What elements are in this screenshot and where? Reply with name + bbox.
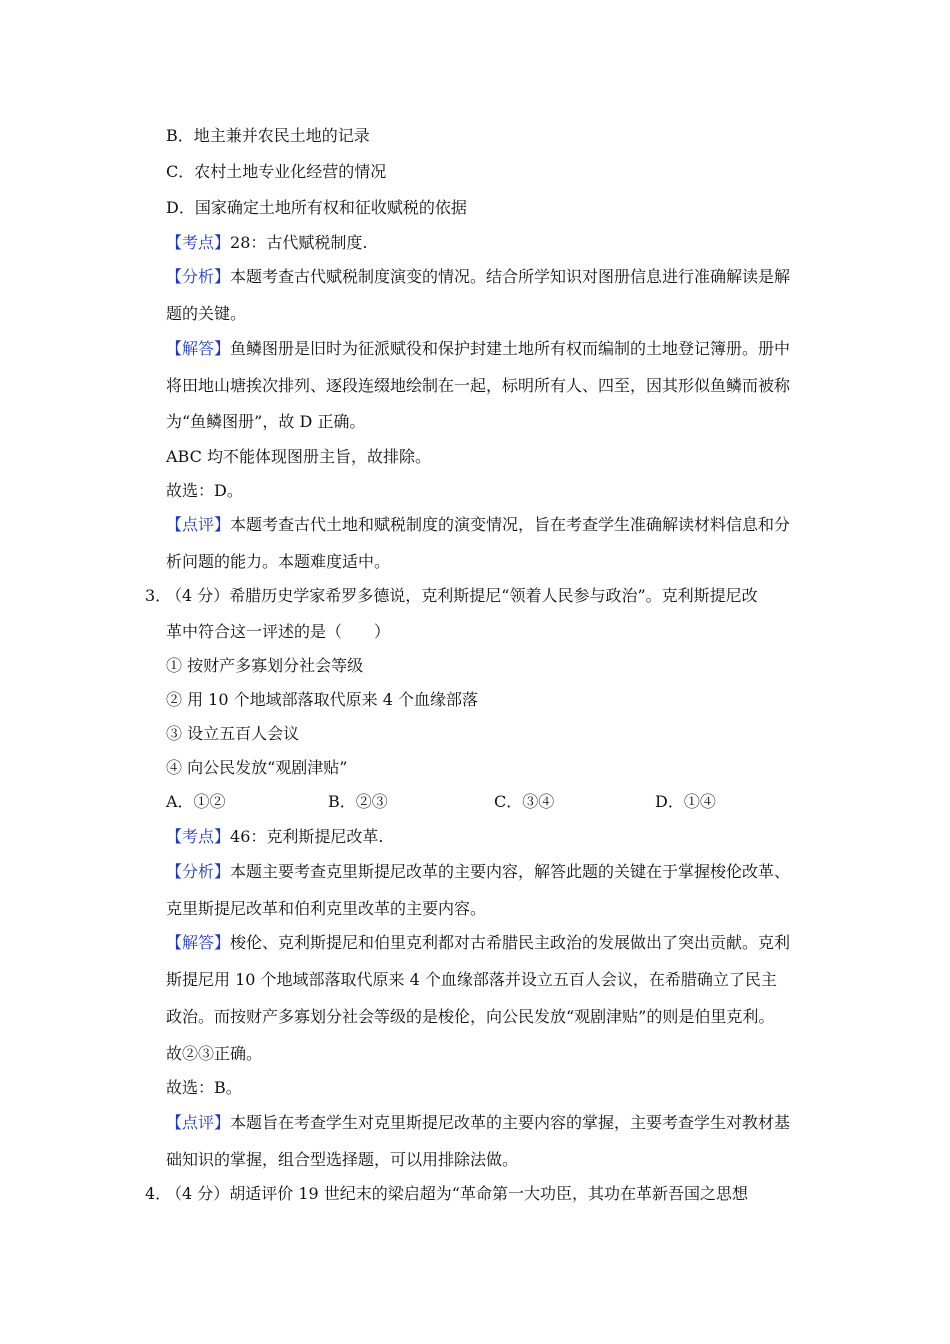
- q2-jieda-line3: 为“鱼鳞图册”，故 D 正确。: [166, 412, 366, 431]
- q3-dianping-line1: [166, 1112, 816, 1134]
- jieda-tag: 【解答】: [166, 933, 231, 952]
- q2-jieda-line1: [166, 338, 816, 360]
- q2-jieda-line2: 将田地山塘挨次排列、逐段连缀地绘制在一起，标明所有人、四至，因其形似鱼鳞而被称: [166, 376, 791, 395]
- q2-option-c: C．农村土地专业化经营的情况: [166, 162, 387, 181]
- q2-jieda-line5: 故选：D。: [166, 481, 243, 500]
- q3-jieda-line5: 故选：B。: [166, 1078, 242, 1097]
- q4-number: 4．: [145, 1184, 172, 1203]
- q3-fenxi-line2: 克里斯提尼改革和伯利克里改革的主要内容。: [166, 899, 487, 918]
- dianping-tag: 【点评】: [166, 1113, 231, 1132]
- kaodian-tag: 【考点】: [166, 233, 231, 252]
- q2-dianping-line2: 析问题的能力。本题难度适中。: [166, 552, 391, 571]
- fenxi-text: 本题主要考查克里斯提尼改革的主要内容，解答此题的关键在于掌握梭伦改革、: [230, 862, 791, 881]
- q3-number: 3．: [145, 586, 172, 605]
- kaodian-text: 46：克利斯提尼改革.: [230, 827, 384, 846]
- q3-dianping-line2: 础知识的掌握，组合型选择题，可以用排除法做。: [166, 1150, 519, 1169]
- q2-fenxi-line1: [166, 266, 816, 288]
- fenxi-tag: 【分析】: [166, 267, 231, 286]
- jieda-text: 梭伦、克利斯提尼和伯里克利都对古希腊民主政治的发展做出了突出贡献。克利: [230, 933, 791, 952]
- q3-stem-line1: （4 分）希腊历史学家希罗多德说，克利斯提尼“领着人民参与政治”。克利斯提尼改: [166, 586, 758, 605]
- jieda-text: 鱼鳞图册是旧时为征派赋役和保护封建土地所有权而编制的土地登记簿册。册中: [230, 339, 791, 358]
- fenxi-tag: 【分析】: [166, 862, 231, 881]
- q3-item-2: ② 用 10 个地域部落取代原来 4 个血缘部落: [166, 690, 478, 709]
- q3-kaodian: [166, 826, 816, 848]
- dianping-text: 本题旨在考查学生对克里斯提尼改革的主要内容的掌握，主要考查学生对教材基: [230, 1113, 791, 1132]
- q3-option-d: D．①④: [655, 792, 716, 811]
- q2-fenxi-line2: 题的关键。: [166, 304, 247, 323]
- q3-option-a: A．①②: [166, 792, 226, 811]
- q2-jieda-line4: ABC 均不能体现图册主旨，故排除。: [166, 447, 431, 466]
- q3-option-c: C．③④: [494, 792, 555, 811]
- q3-jieda-line4: 故②③正确。: [166, 1044, 263, 1063]
- q3-jieda-line1: [166, 932, 816, 954]
- dianping-text: 本题考查古代土地和赋税制度的演变情况，旨在考查学生准确解读材料信息和分: [230, 515, 791, 534]
- q4-stem-line1: （4 分）胡适评价 19 世纪末的梁启超为“革命第一大功臣，其功在革新吾国之思想: [166, 1184, 748, 1203]
- dianping-tag: 【点评】: [166, 515, 231, 534]
- kaodian-tag: 【考点】: [166, 827, 231, 846]
- q3-item-1: ① 按财产多寡划分社会等级: [166, 656, 364, 675]
- q2-dianping-line1: [166, 514, 816, 536]
- q3-item-4: ④ 向公民发放“观剧津贴”: [166, 758, 348, 777]
- kaodian-text: 28：古代赋税制度.: [230, 233, 368, 252]
- q2-option-d: D．国家确定土地所有权和征收赋税的依据: [166, 198, 467, 217]
- q3-jieda-line2: 斯提尼用 10 个地域部落取代原来 4 个血缘部落并设立五百人会议，在希腊确立了民主: [166, 970, 777, 989]
- q2-option-b: B．地主兼并农民土地的记录: [166, 126, 370, 145]
- q2-kaodian: [166, 232, 816, 254]
- q3-item-3: ③ 设立五百人会议: [166, 724, 300, 743]
- q3-stem-line2: 革中符合这一评述的是（ ）: [166, 622, 391, 641]
- q3-jieda-line3: 政治。而按财产多寡划分社会等级的是梭伦，向公民发放“观剧津贴”的则是伯里克利。: [166, 1007, 775, 1026]
- jieda-tag: 【解答】: [166, 339, 231, 358]
- q3-option-b: B．②③: [328, 792, 388, 811]
- q3-fenxi-line1: [166, 861, 816, 883]
- fenxi-text: 本题考查古代赋税制度演变的情况。结合所学知识对图册信息进行准确解读是解: [230, 267, 791, 286]
